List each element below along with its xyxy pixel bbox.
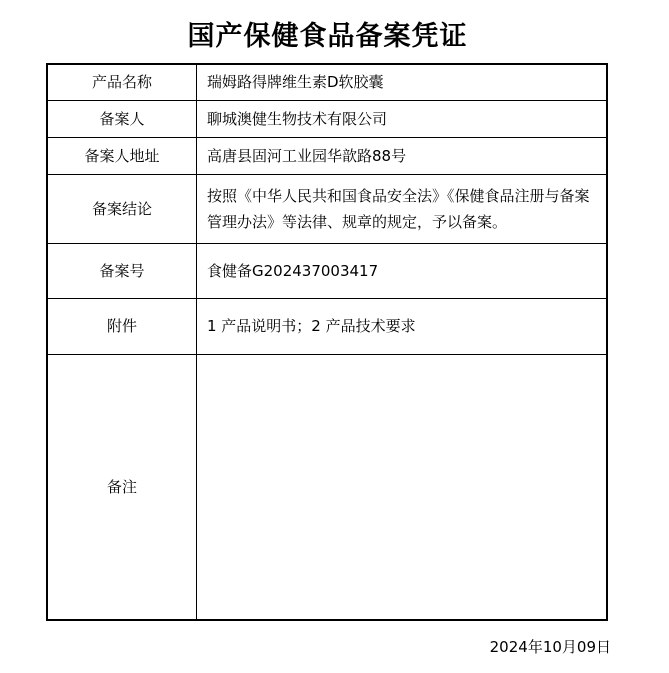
table-row (47, 174, 607, 243)
row-label-filer: 备案人 (47, 100, 197, 137)
row-value-conclusion: 按照《中华人民共和国食品安全法》《保健食品注册与备案管理办法》等法律、规章的规定，予以备案。 (197, 174, 608, 243)
row-value-filing-number: 食健备G202437003417 (197, 243, 608, 298)
row-value-filer-address: 高唐县固河工业园华歆路88号 (197, 137, 608, 174)
table-row (47, 64, 607, 100)
document-title: 国产保健食品备案凭证 (187, 21, 468, 52)
row-label-filer-address: 备案人地址 (47, 137, 197, 174)
certificate-table (46, 63, 608, 621)
table-row (47, 298, 607, 354)
row-label-attachments: 附件 (47, 298, 197, 354)
table-row (47, 243, 607, 298)
issue-date: 2024年10月09日 (489, 638, 611, 656)
row-label-filing-number: 备案号 (47, 243, 197, 298)
row-value-product-name: 瑞姆路得牌维生素D软胶囊 (197, 64, 608, 100)
row-value-filer: 聊城澳健生物技术有限公司 (197, 100, 608, 137)
row-label-remarks: 备注 (47, 354, 197, 620)
row-value-remarks (197, 354, 608, 620)
table-row (47, 354, 607, 620)
table-row (47, 100, 607, 137)
row-label-conclusion: 备案结论 (47, 174, 197, 243)
table-row (47, 137, 607, 174)
row-value-attachments: 1 产品说明书；2 产品技术要求 (197, 298, 608, 354)
row-label-product-name: 产品名称 (47, 64, 197, 100)
